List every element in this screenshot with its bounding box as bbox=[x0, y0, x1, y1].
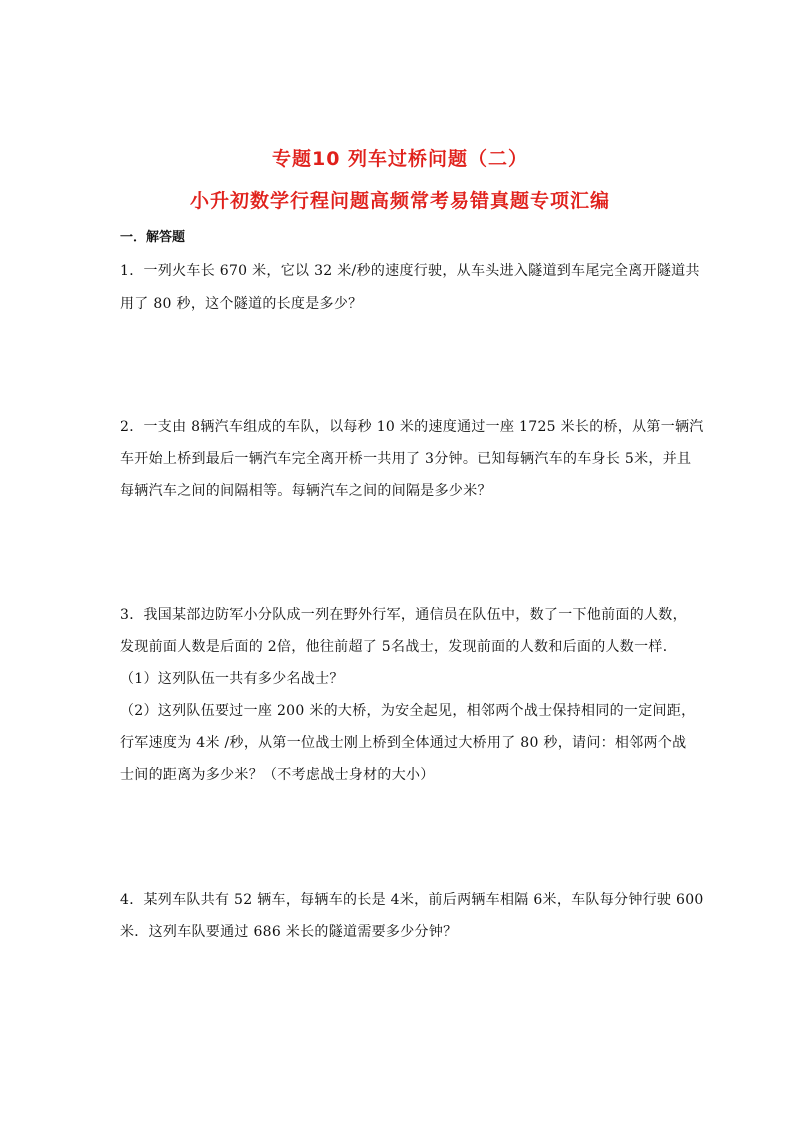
question-3-line-2: 发现前面人数是后面的 2倍，他往前超了 5名战士，发现前面的人数和后面的人数一样． bbox=[120, 639, 678, 655]
question-2-line-2: 车开始上桥到最后一辆汽车完全离开桥一共用了 3分钟。已知每辆汽车的车身长 5米，并且 bbox=[120, 451, 692, 467]
document-subtitle: 小升初数学行程问题高频常考易错真题专项汇编 bbox=[189, 190, 610, 212]
question-4-line-2: 米．这列车队要通过 686 米长的隧道需要多少分钟？ bbox=[120, 924, 458, 940]
question-1-line-2: 用了 80 秒，这个隧道的长度是多少？ bbox=[120, 296, 363, 312]
question-4-line-1: 4．某列车队共有 52 辆车，每辆车的长是 4米，前后两辆车相隔 6米，车队每分钟行驶 600 bbox=[120, 892, 704, 908]
question-3-part-2-line-1: （2）这列队伍要过一座 200 米的大桥，为安全起见，相邻两个战士保持相同的一定间距， bbox=[120, 703, 696, 719]
question-2-line-3: 每辆汽车之间的间隔相等。每辆汽车之间的间隔是多少米？ bbox=[120, 483, 492, 499]
question-3-line-1: 3．我国某部边防军小分队成一列在野外行军，通信员在队伍中，数了一下他前面的人数， bbox=[120, 607, 687, 623]
question-1-line-1: 1．一列火车长 670 米，它以 32 米/秒的速度行驶，从车头进入隧道到车尾完全离开隧道共 bbox=[120, 263, 700, 279]
section-heading: 一．解答题 bbox=[120, 230, 186, 245]
question-3-part-2-line-2: 行军速度为 4米 /秒，从第一位战士刚上桥到全体通过大桥用了 80 秒，请问：相邻两个战 bbox=[120, 735, 687, 751]
question-3-part-2-line-3: 士间的距离为多少米？（不考虑战士身材的大小） bbox=[120, 767, 435, 783]
question-3-part-1: （1）这列队伍一共有多少名战士？ bbox=[120, 671, 344, 687]
question-2-line-1: 2．一支由 8辆汽车组成的车队，以每秒 10 米的速度通过一座 1725 米长的桥，从第一辆汽 bbox=[120, 419, 704, 435]
document-title: 专题10 列车过桥问题（二） bbox=[271, 148, 529, 170]
